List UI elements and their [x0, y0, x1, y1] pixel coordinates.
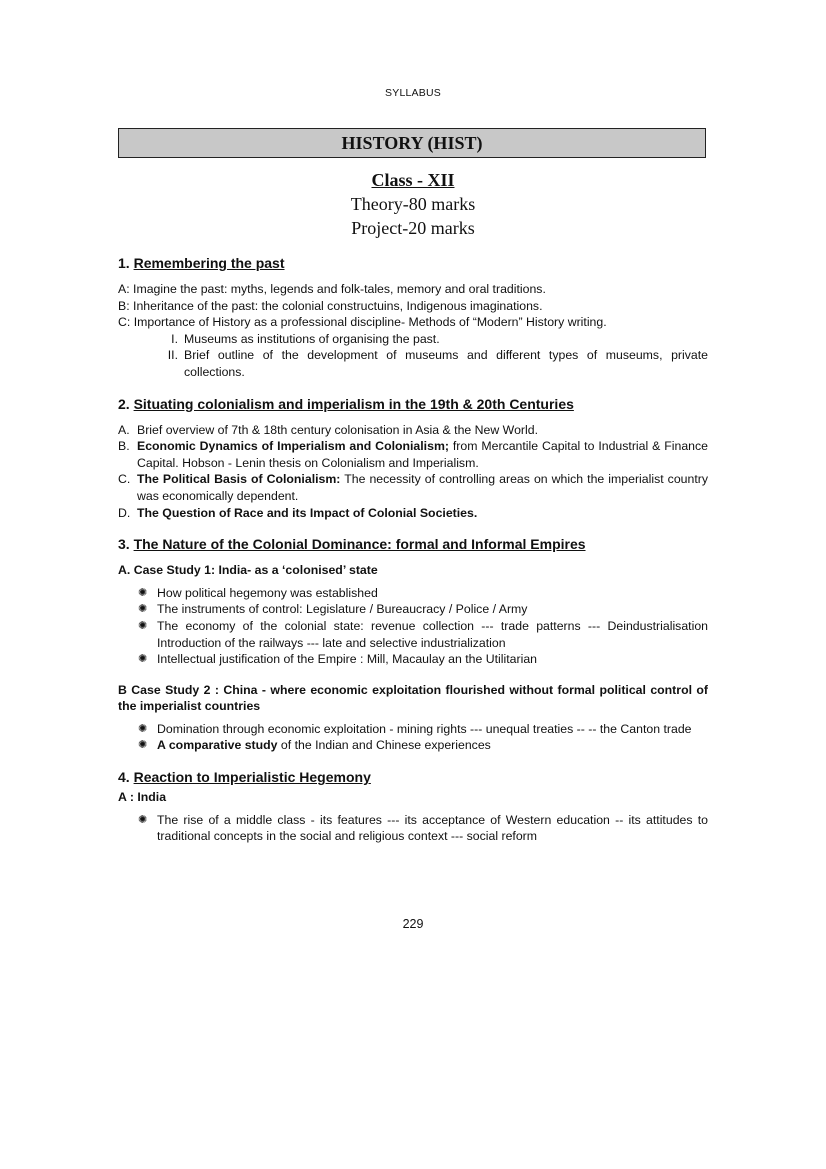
roman-item — [118, 331, 708, 348]
list-item — [118, 721, 708, 738]
item-plain-text: from Mercantile Capital to Industrial & Finance Capital. Hobson - Lenin thesis on Colonialism and Imperialism. — [137, 439, 708, 470]
line-a: A: Imagine the past: myths, legends and folk-tales, memory and oral traditions. — [118, 282, 546, 296]
item-plain-text: The necessity of controlling areas on which the imperialist country was economically dependent. — [137, 472, 709, 503]
line-c: C: Importance of History as a professional discipline- Methods of “Modern” History writing. — [118, 315, 607, 330]
section-2-heading — [118, 395, 708, 414]
page-number: 229 — [402, 917, 424, 931]
item-text: Museums as institutions of organising the past. — [184, 331, 440, 346]
section-title: Situating colonialism and imperialism in the 19th & 20th Centuries — [133, 395, 574, 412]
section-4-list — [118, 812, 708, 845]
list-item — [118, 737, 708, 754]
bullet-icon: ✺ — [138, 739, 148, 752]
section-title: Remembering the past — [133, 255, 285, 271]
section-3-heading — [118, 535, 708, 554]
bullet-icon: ✺ — [138, 653, 148, 666]
bullet-icon: ✺ — [138, 722, 148, 735]
case-study-1-list — [118, 585, 708, 668]
subject-title: HISTORY (HIST) — [341, 132, 483, 153]
page-header: SYLLABUS — [385, 87, 441, 99]
case-study-2-title: B Case Study 2 : China - where economic exploitation flourished without formal political control of the imperialist countries — [118, 682, 708, 714]
bullet-icon: ✺ — [138, 619, 148, 632]
item-letter: C. — [118, 472, 131, 487]
section-3 — [118, 535, 708, 754]
section-2 — [118, 395, 708, 522]
item-plain-text: of the Indian and Chinese experiences — [277, 738, 491, 753]
item-text: Intellectual justification of the Empire : Mill, Macaulay an the Utilitarian — [157, 652, 538, 667]
bullet-icon: ✺ — [138, 813, 148, 826]
class-info — [0, 168, 826, 240]
item-text — [137, 471, 708, 504]
section-number: 1. — [118, 255, 130, 271]
syllabus-content — [118, 254, 708, 859]
section-number: 3. — [118, 536, 130, 553]
lettered-item — [118, 438, 708, 471]
item-letter: B. — [118, 439, 130, 454]
item-text: The economy of the colonial state: revenue collection --- trade patterns --- Deindustrialisation Introduction of the railways --- late and selective industrialization — [157, 618, 708, 650]
case-study-2-list — [118, 721, 708, 754]
item-text — [137, 505, 708, 522]
item-text — [157, 721, 708, 738]
item-bold-text: The Question of Race and its Impact of Colonial Societies. — [137, 505, 478, 520]
section-number: 4. — [118, 769, 130, 786]
line-b: B: Inheritance of the past: the colonial constructuins, Indigenous imaginations. — [118, 298, 543, 313]
roman-item — [118, 347, 708, 380]
section-4-heading — [118, 768, 708, 787]
item-text — [137, 422, 708, 439]
item-number: II. — [167, 348, 178, 363]
lettered-item — [118, 471, 708, 504]
section-1 — [118, 254, 708, 381]
case-study-1-title: A. Case Study 1: India- as a ‘colonised’ state — [118, 563, 378, 578]
section-1-heading — [118, 254, 708, 273]
class-title: Class - XII — [371, 170, 455, 190]
item-text: The instruments of control: Legislature / Bureaucracy / Police / Army — [157, 602, 528, 617]
item-letter: D. — [118, 505, 131, 520]
item-letter: A. — [118, 422, 130, 437]
section-title: The Nature of the Colonial Dominance: formal and Informal Empires — [133, 536, 586, 553]
item-text: Brief outline of the development of museums and different types of museums, private collections. — [184, 348, 708, 379]
bullet-icon: ✺ — [138, 586, 148, 599]
item-text: The rise of a middle class - its features --- its acceptance of Western education -- its attitudes to traditional concepts in the social and religious context --- social reform — [157, 812, 708, 844]
list-item — [118, 585, 708, 602]
item-bold-text: A comparative study — [157, 738, 278, 753]
item-bold-text: The Political Basis of Colonialism: — [137, 472, 341, 487]
list-item — [118, 812, 708, 845]
project-marks: Project-20 marks — [351, 218, 475, 238]
item-number: I. — [171, 331, 178, 346]
section-title: Reaction to Imperialistic Hegemony — [133, 769, 371, 786]
theory-marks: Theory-80 marks — [350, 194, 476, 214]
item-plain-text: Domination through economic exploitation - mining rights --- unequal treaties -- -- the Canton trade — [157, 721, 692, 736]
section-number: 2. — [118, 395, 130, 412]
item-text — [157, 737, 708, 754]
subject-title-box — [118, 128, 706, 158]
list-item — [118, 651, 708, 668]
item-text: How political hegemony was established — [157, 585, 378, 600]
lettered-item — [118, 422, 708, 439]
bullet-icon: ✺ — [138, 603, 148, 616]
section-4 — [118, 768, 708, 845]
section-4-subtitle: A : India — [118, 790, 167, 805]
lettered-item — [118, 505, 708, 522]
list-item — [118, 601, 708, 618]
item-text — [137, 438, 708, 471]
list-item — [118, 618, 708, 651]
item-bold-text: Economic Dynamics of Imperialism and Colonialism; — [137, 439, 449, 454]
item-plain-text: Brief overview of 7th & 18th century colonisation in Asia & the New World. — [137, 422, 538, 437]
